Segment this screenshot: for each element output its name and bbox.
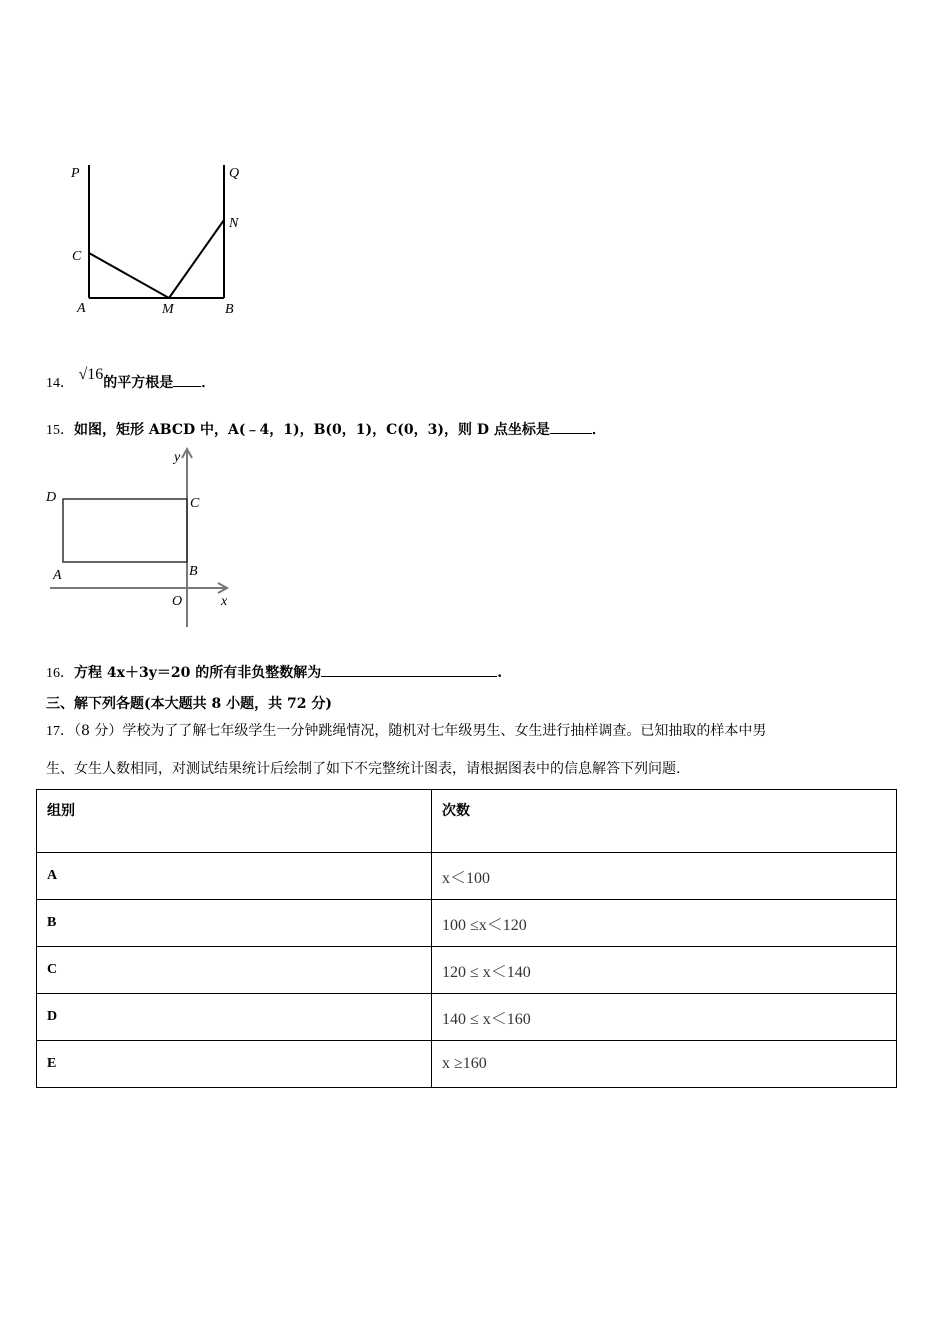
table-row xyxy=(37,994,897,1041)
cell-group: B xyxy=(37,900,432,947)
label-p: P xyxy=(71,166,80,181)
label-n: N xyxy=(229,216,239,231)
question-16: 16．方程 4x＋3y＝20 的所有非负整数解为 . xyxy=(46,662,502,684)
radical-expression: √16 xyxy=(78,366,104,383)
label-q: Q xyxy=(229,166,240,181)
label-d: D xyxy=(46,490,57,505)
label-m: M xyxy=(162,302,174,317)
label-y: y xyxy=(174,450,181,465)
cell-group: A xyxy=(37,853,432,900)
cell-group: C xyxy=(37,947,432,994)
question-14: 14． √16的平方根是 ． xyxy=(46,366,216,391)
coordinate-figure-2 xyxy=(40,445,240,635)
question-text: 的平方根是 xyxy=(103,375,174,391)
question-text-1: （8 分）学校为了了解七年级学生一分钟跳绳情况，随机对七年级男生、女生进行抽样调查。已知抽取的样本中男 xyxy=(74,723,767,739)
answer-blank[interactable] xyxy=(550,419,592,434)
frequency-table xyxy=(36,789,897,1088)
header-group: 组别 xyxy=(37,790,432,853)
table-row xyxy=(37,947,897,994)
cell-range: 120 ≤ x＜140 xyxy=(432,947,897,994)
label-c: C xyxy=(72,249,82,264)
label-b: B xyxy=(189,564,198,579)
question-17-line-2: 生、女生人数相同，对测试结果统计后绘制了如下不完整统计图表，请根据图表中的信息解答下列问题. xyxy=(46,761,681,777)
answer-blank[interactable] xyxy=(321,662,497,677)
label-x: x xyxy=(221,594,228,609)
question-text: 如图，矩形 ABCD 中，A(﹣4，1)，B(0，1)，C(0，3)，则 D 点坐标是 xyxy=(74,422,550,438)
cell-group: E xyxy=(37,1041,432,1088)
question-number: 14． xyxy=(46,376,74,391)
segment-cm xyxy=(89,253,169,298)
header-count: 次数 xyxy=(432,790,897,853)
section-heading: 三、解下列各题(本大题共 8 小题，共 72 分) xyxy=(46,696,332,712)
question-17-line-1 xyxy=(46,721,766,742)
rectangle-abcd xyxy=(63,499,187,562)
table-row xyxy=(37,853,897,900)
question-number: 16． xyxy=(46,666,74,681)
label-c: C xyxy=(190,496,200,511)
table-row xyxy=(37,1041,897,1088)
cell-group: D xyxy=(37,994,432,1041)
question-number: 17． xyxy=(46,724,74,739)
label-a: A xyxy=(77,301,86,316)
question-number: 15． xyxy=(46,423,74,438)
table-header-row xyxy=(37,790,897,853)
segment-mn xyxy=(169,220,224,298)
question-15: 15．如图，矩形 ABCD 中，A(﹣4，1)，B(0，1)，C(0，3)，则 D 点坐标是 ． xyxy=(46,419,606,441)
cell-range: 140 ≤ x＜160 xyxy=(432,994,897,1041)
label-o: O xyxy=(172,594,183,609)
answer-blank[interactable] xyxy=(173,372,201,387)
table-row xyxy=(37,900,897,947)
geometry-figure-1 xyxy=(60,155,260,325)
cell-range: x＜100 xyxy=(432,853,897,900)
label-a: A xyxy=(53,568,62,583)
label-b: B xyxy=(225,302,234,317)
question-text: 方程 4x＋3y＝20 的所有非负整数解为 xyxy=(74,665,322,681)
cell-range: x ≥160 xyxy=(432,1041,897,1088)
cell-range: 100 ≤x＜120 xyxy=(432,900,897,947)
